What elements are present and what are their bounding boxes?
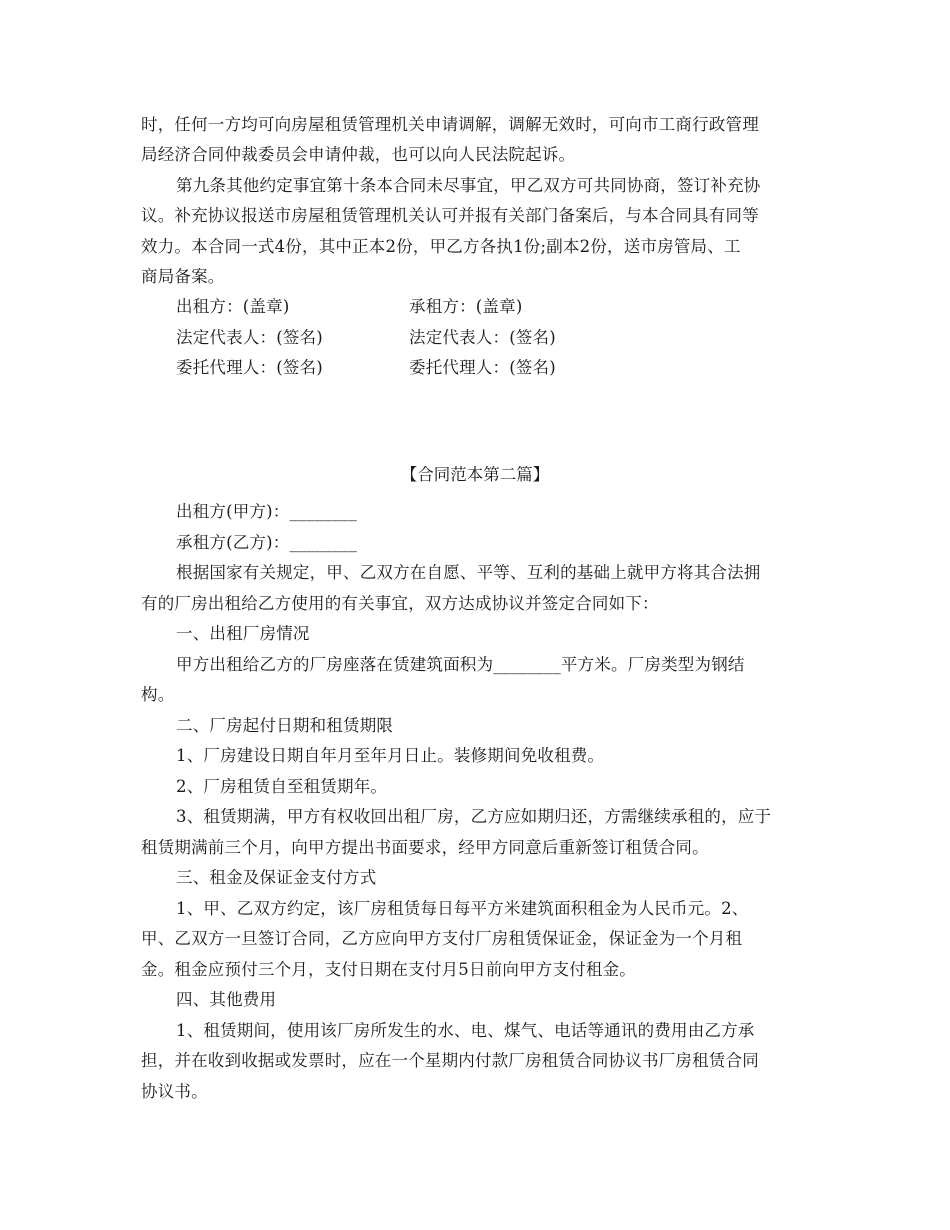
paragraph-line: 金。租金应预付三个月，支付日期在支付月5日前向甲方支付租金。 xyxy=(141,960,636,979)
paragraph-line: 1、甲、乙双方约定，该厂房租赁每日每平方米建筑面积租金为人民币元。2、 xyxy=(176,899,749,918)
paragraph-line: 3、租赁期满，甲方有权收回出租厂房，乙方应如期归还，方需继续承租的，应于 xyxy=(176,807,772,826)
lessee-party-line: 承租方(乙方)：________ xyxy=(176,533,358,552)
paragraph-line: 效力。本合同一式4份，其中正本2份，甲乙方各执1份;副本2份，送市房管局、工 xyxy=(141,237,741,256)
lessor-agent: 委托代理人：(签名) xyxy=(176,358,323,377)
paragraph-line: 根据国家有关规定，甲、乙双方在自愿、平等、互利的基础上就甲方将其合法拥 xyxy=(176,563,761,582)
paragraph-line: 第九条其他约定事宜第十条本合同未尽事宜，甲乙双方可共同协商，签订补充协 xyxy=(176,176,761,195)
lessee-seal: 承租方：(盖章) xyxy=(409,297,523,316)
paragraph-line: 甲方出租给乙方的厂房座落在赁建筑面积为________平方米。厂房类型为钢结 xyxy=(176,655,745,674)
paragraph-line: 局经济合同仲裁委员会申请仲裁，也可以向人民法院起诉。 xyxy=(141,145,576,164)
paragraph-line: 构。 xyxy=(141,685,175,704)
lessee-legal-rep: 法定代表人：(签名) xyxy=(409,328,556,347)
paragraph-line: 1、厂房建设日期自年月至年月日止。装修期间免收租费。 xyxy=(176,746,605,765)
lessor-legal-rep: 法定代表人：(签名) xyxy=(176,328,323,347)
section-heading: 三、租金及保证金支付方式 xyxy=(176,868,377,887)
section-title: 【合同范本第二篇】 xyxy=(400,465,550,484)
paragraph-line: 1、租赁期间，使用该厂房所发生的水、电、煤气、电话等通讯的费用由乙方承 xyxy=(176,1021,755,1040)
paragraph-line: 2、厂房租赁自至租赁期年。 xyxy=(176,777,388,796)
section-heading: 一、出租厂房情况 xyxy=(176,624,310,643)
paragraph-line: 商局备案。 xyxy=(141,267,225,286)
paragraph-line: 有的厂房出租给乙方使用的有关事宜，双方达成协议并签定合同如下： xyxy=(141,594,659,613)
paragraph-line: 时，任何一方均可向房屋租赁管理机关申请调解，调解无效时，可向市工商行政管理 xyxy=(141,115,759,134)
paragraph-line: 协议书。 xyxy=(141,1082,208,1101)
lessee-agent: 委托代理人：(签名) xyxy=(409,358,556,377)
lessor-party-line: 出租方(甲方)：________ xyxy=(176,502,358,521)
paragraph-line: 担，并在收到收据或发票时，应在一个星期内付款厂房租赁合同协议书厂房租赁合同 xyxy=(141,1051,759,1070)
paragraph-line: 租赁期满前三个月，向甲方提出书面要求，经甲方同意后重新签订租赁合同。 xyxy=(141,838,709,857)
lessor-seal: 出租方：(盖章) xyxy=(176,297,290,316)
paragraph-line: 甲、乙双方一旦签订合同，乙方应向甲方支付厂房租赁保证金，保证金为一个月租 xyxy=(141,929,743,948)
section-heading: 四、其他费用 xyxy=(176,990,277,1009)
paragraph-line: 议。补充协议报送市房屋租赁管理机关认可并报有关部门备案后，与本合同具有同等 xyxy=(141,206,759,225)
section-heading: 二、厂房起付日期和租赁期限 xyxy=(176,716,394,735)
